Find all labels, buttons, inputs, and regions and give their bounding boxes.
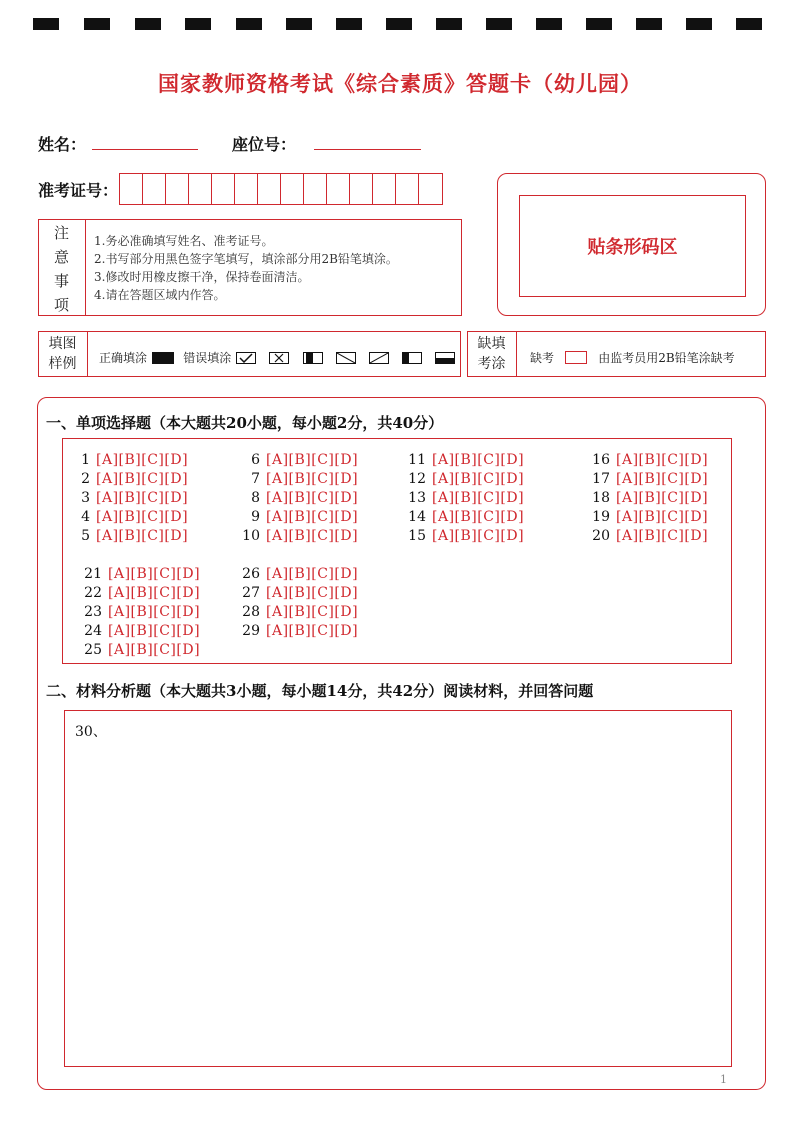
question-number: 21 [84, 566, 102, 582]
exam-id-boxes [119, 173, 443, 205]
page-number: 1 [720, 1073, 727, 1086]
answer-options[interactable]: [A][B][C][D] [616, 471, 709, 487]
absent-checkbox[interactable] [565, 351, 587, 364]
legend-heading [38, 331, 88, 377]
answer-box-30[interactable] [64, 710, 732, 1067]
exam-id-cell[interactable] [350, 174, 373, 204]
timing-mark [33, 18, 59, 30]
exam-id-cell[interactable] [235, 174, 258, 204]
question-number: 15 [408, 528, 426, 544]
timing-mark [185, 18, 211, 30]
question-number: 7 [251, 471, 260, 487]
answer-options[interactable]: [A][B][C][D] [616, 528, 709, 544]
absent-heading-line: 缺填 [477, 336, 506, 352]
absent-heading-line: 考涂 [477, 356, 506, 372]
exam-id-cell[interactable] [120, 174, 143, 204]
question-number: 2 [81, 471, 90, 487]
absent-note: 由监考员用2B铅笔涂缺考 [598, 351, 735, 365]
question-number: 18 [592, 490, 610, 506]
answer-options[interactable]: [A][B][C][D] [266, 528, 359, 544]
exam-id-cell[interactable] [419, 174, 442, 204]
timing-mark [486, 18, 512, 30]
timing-mark [286, 18, 312, 30]
timing-mark [686, 18, 712, 30]
question-30-label: 30、 [75, 724, 107, 740]
exam-id-cell[interactable] [189, 174, 212, 204]
answer-options[interactable]: [A][B][C][D] [96, 509, 189, 525]
answer-options[interactable]: [A][B][C][D] [266, 490, 359, 506]
question-number: 1 [81, 452, 90, 468]
question-number: 22 [84, 585, 102, 601]
answer-options[interactable]: [A][B][C][D] [96, 452, 189, 468]
answer-options[interactable]: [A][B][C][D] [266, 509, 359, 525]
question-number: 27 [242, 585, 260, 601]
exam-id-cell[interactable] [166, 174, 189, 204]
question-number: 10 [242, 528, 260, 544]
cross-mark-sample [269, 352, 289, 364]
timing-marks [0, 18, 800, 30]
answer-options[interactable]: [A][B][C][D] [616, 509, 709, 525]
section2-title: 二、材料分析题（本大题共3小题，每小题14分，共42分）阅读材料，并回答问题 [46, 682, 594, 700]
absent-label: 缺考 [530, 351, 555, 365]
exam-id-cell[interactable] [281, 174, 304, 204]
name-field[interactable] [92, 149, 198, 150]
answer-options[interactable]: [A][B][C][D] [432, 452, 525, 468]
answer-options[interactable]: [A][B][C][D] [266, 585, 359, 601]
seat-label: 座位号： [232, 135, 297, 154]
answer-options[interactable]: [A][B][C][D] [108, 604, 201, 620]
answer-options[interactable]: [A][B][C][D] [266, 471, 359, 487]
answer-options[interactable]: [A][B][C][D] [266, 566, 359, 582]
absent-heading [467, 331, 517, 377]
absent-row [530, 347, 735, 366]
timing-mark [236, 18, 262, 30]
answer-options[interactable]: [A][B][C][D] [96, 528, 189, 544]
answer-options[interactable]: [A][B][C][D] [266, 604, 359, 620]
question-number: 25 [84, 642, 102, 658]
question-number: 4 [81, 509, 90, 525]
bottom-fill-sample [435, 352, 455, 364]
timing-mark [436, 18, 462, 30]
question-number: 16 [592, 452, 610, 468]
exam-id-cell[interactable] [373, 174, 396, 204]
timing-mark [336, 18, 362, 30]
question-number: 12 [408, 471, 426, 487]
exam-id-cell[interactable] [143, 174, 166, 204]
notice-heading-char: 事 [53, 272, 69, 290]
question-number: 11 [408, 452, 426, 468]
correct-fill-sample [152, 352, 174, 364]
notice-item: 4.请在答题区域内作答。 [94, 288, 226, 302]
answer-options[interactable]: [A][B][C][D] [108, 623, 201, 639]
question-number: 9 [251, 509, 260, 525]
question-number: 28 [242, 604, 260, 620]
notice-heading-char: 项 [53, 296, 69, 314]
answer-options[interactable]: [A][B][C][D] [432, 528, 525, 544]
notice-item: 2.书写部分用黑色签字笔填写，填涂部分用2B铅笔填涂。 [94, 252, 398, 266]
question-number: 14 [408, 509, 426, 525]
notice-heading-char: 意 [53, 248, 69, 266]
question-number: 19 [592, 509, 610, 525]
answer-options[interactable]: [A][B][C][D] [266, 623, 359, 639]
answer-options[interactable]: [A][B][C][D] [108, 585, 201, 601]
question-number: 24 [84, 623, 102, 639]
exam-id-cell[interactable] [327, 174, 350, 204]
notice-heading-char: 注 [53, 224, 69, 242]
answer-options[interactable]: [A][B][C][D] [108, 642, 201, 658]
timing-mark [386, 18, 412, 30]
notice-heading [38, 219, 86, 316]
legend-samples [99, 347, 463, 366]
legend-heading-line: 填图 [48, 336, 77, 352]
wrong-fill-label: 错误填涂 [183, 351, 232, 365]
answer-options[interactable]: [A][B][C][D] [432, 471, 525, 487]
question-number: 26 [242, 566, 260, 582]
answer-options[interactable]: [A][B][C][D] [96, 490, 189, 506]
question-number: 5 [81, 528, 90, 544]
name-label: 姓名： [38, 135, 87, 154]
correct-fill-label: 正确填涂 [99, 351, 148, 365]
exam-id-cell[interactable] [304, 174, 327, 204]
page-title: 国家教师资格考试《综合素质》答题卡（幼儿园） [158, 71, 642, 96]
answer-options[interactable]: [A][B][C][D] [96, 471, 189, 487]
timing-mark [135, 18, 161, 30]
legend-heading-line: 样例 [48, 356, 77, 372]
answer-options[interactable]: [A][B][C][D] [108, 566, 201, 582]
half-fill-sample [303, 352, 323, 364]
left-fill-sample [402, 352, 422, 364]
answer-options[interactable]: [A][B][C][D] [266, 452, 359, 468]
question-number: 13 [408, 490, 426, 506]
timing-mark [536, 18, 562, 30]
slash-down-sample [336, 352, 356, 364]
question-number: 3 [81, 490, 90, 506]
seat-field[interactable] [314, 149, 421, 150]
notice-item: 3.修改时用橡皮擦干净，保持卷面清洁。 [94, 270, 310, 284]
exam-id-cell[interactable] [396, 174, 419, 204]
timing-mark [84, 18, 110, 30]
question-number: 8 [251, 490, 260, 506]
exam-id-cell[interactable] [258, 174, 281, 204]
answer-options[interactable]: [A][B][C][D] [616, 490, 709, 506]
notice-list [94, 232, 398, 304]
question-number: 17 [592, 471, 610, 487]
timing-mark [636, 18, 662, 30]
exam-id-label: 准考证号： [38, 181, 119, 200]
answer-options[interactable]: [A][B][C][D] [432, 509, 525, 525]
timing-mark [736, 18, 762, 30]
timing-mark [586, 18, 612, 30]
check-mark-sample [236, 352, 256, 364]
question-number: 20 [592, 528, 610, 544]
slash-up-sample [369, 352, 389, 364]
question-number: 23 [84, 604, 102, 620]
notice-item: 1.务必准确填写姓名、准考证号。 [94, 234, 274, 248]
answer-options[interactable]: [A][B][C][D] [432, 490, 525, 506]
section1-title: 一、单项选择题（本大题共20小题，每小题2分，共40分） [46, 414, 444, 432]
barcode-label: 贴条形码区 [587, 237, 678, 258]
question-number: 6 [251, 452, 260, 468]
answer-options[interactable]: [A][B][C][D] [616, 452, 709, 468]
exam-id-cell[interactable] [212, 174, 235, 204]
barcode-area [519, 195, 746, 297]
question-number: 29 [242, 623, 260, 639]
